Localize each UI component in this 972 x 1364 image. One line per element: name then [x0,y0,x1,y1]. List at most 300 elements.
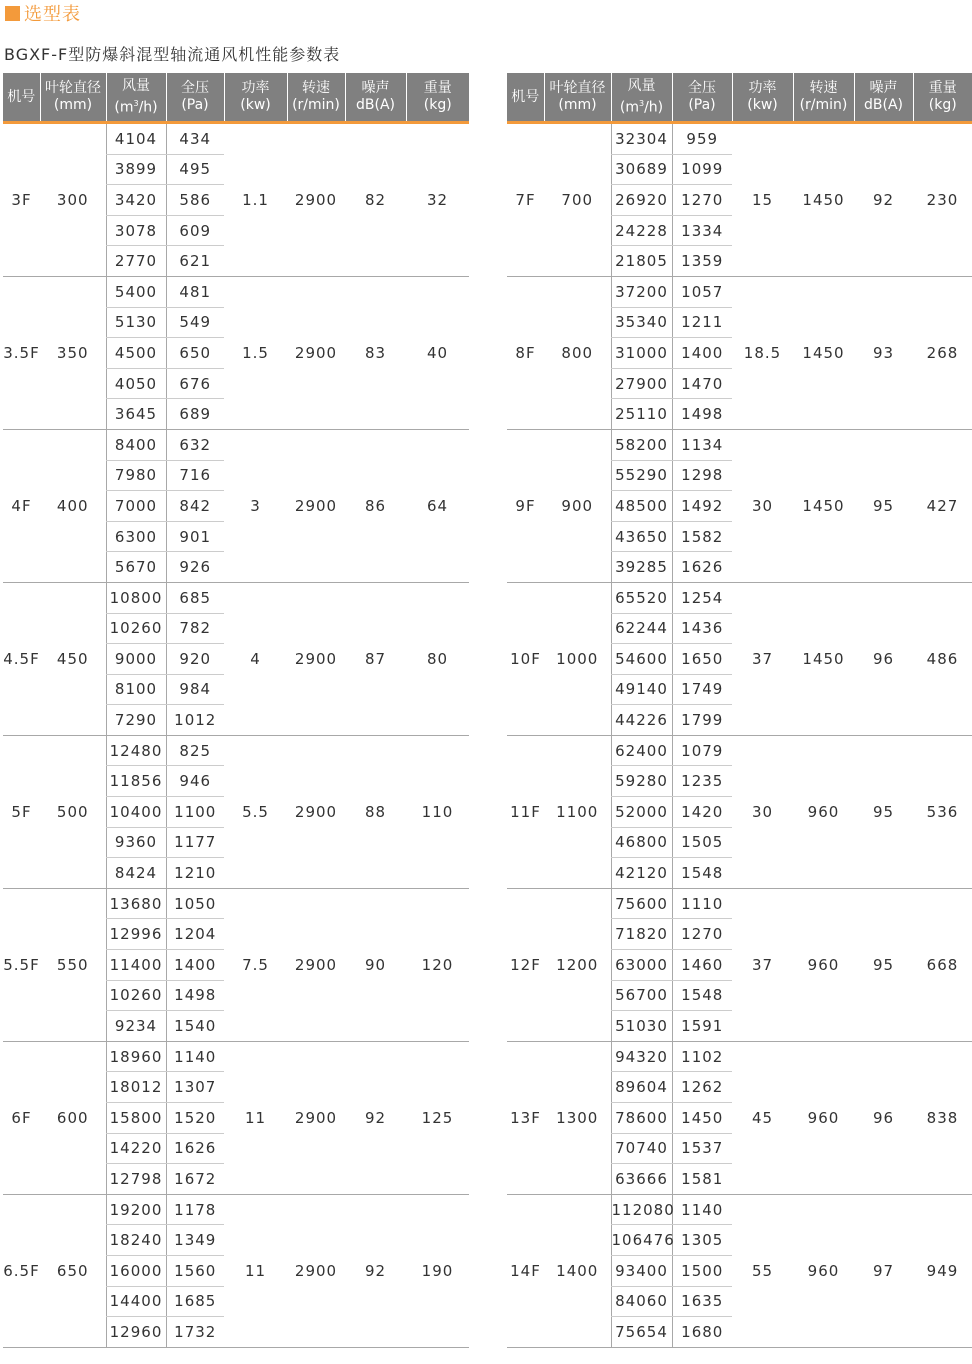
airflow-cell: 16000 [106,1255,166,1286]
airflow-cell: 15800 [106,1103,166,1134]
column-header-unit: (Pa) [688,97,716,113]
column-header-name: 风量 [627,77,656,94]
speed-cell: 1450 [793,429,854,582]
noise-cell: 86 [345,429,406,582]
pressure-cell: 481 [166,276,224,307]
column-header [854,73,913,123]
column-header [507,73,544,123]
column-header-unit: dB(A) [864,97,903,113]
diameter-cell: 550 [40,888,106,1041]
pressure-cell: 1298 [672,460,732,491]
column-header [611,73,672,123]
pressure-cell: 1548 [672,858,732,889]
airflow-cell: 13680 [106,888,166,919]
weight-cell: 40 [406,276,469,429]
model-cell: 4.5F [3,582,40,735]
column-header-unit: (r/min) [292,97,340,113]
pressure-cell: 1548 [672,980,732,1011]
airflow-cell: 18240 [106,1225,166,1256]
weight-cell: 120 [406,888,469,1041]
pressure-cell: 1520 [166,1103,224,1134]
airflow-cell: 12798 [106,1164,166,1195]
column-header-name: 叶轮直径 [549,80,606,96]
speed-cell: 960 [793,735,854,888]
airflow-cell: 39285 [611,552,672,583]
pressure-cell: 1178 [166,1194,224,1225]
speed-cell: 960 [793,1041,854,1194]
column-header-name: 全压 [181,80,209,96]
model-cell: 6.5F [3,1194,40,1347]
airflow-cell: 59280 [611,766,672,797]
pressure-cell: 1050 [166,888,224,919]
pressure-cell: 1799 [672,705,732,736]
airflow-cell: 4050 [106,368,166,399]
pressure-cell: 842 [166,491,224,522]
speed-cell: 2900 [287,429,345,582]
pressure-cell: 920 [166,644,224,675]
power-cell: 18.5 [732,276,793,429]
airflow-cell: 78600 [611,1103,672,1134]
column-header-name: 功率 [241,80,270,96]
pressure-cell: 549 [166,307,224,338]
column-header-unit: $(m^3/h)$ [619,98,664,116]
diameter-cell: 700 [544,123,611,277]
noise-cell: 96 [854,1041,913,1194]
pressure-cell: 689 [166,399,224,430]
airflow-cell: 65520 [611,582,672,613]
noise-cell: 92 [854,123,913,277]
column-header [3,73,40,123]
airflow-cell: 62400 [611,735,672,766]
airflow-cell: 11400 [106,950,166,981]
pressure-cell: 1270 [672,919,732,950]
diameter-cell: 1300 [544,1041,611,1194]
airflow-cell: 9234 [106,1011,166,1042]
column-header-name: 噪声 [361,80,390,96]
noise-cell: 92 [345,1194,406,1347]
airflow-cell: 35340 [611,307,672,338]
speed-cell: 2900 [287,1194,345,1347]
diameter-cell: 350 [40,276,106,429]
pressure-cell: 1305 [672,1225,732,1256]
airflow-cell: 27900 [611,368,672,399]
column-header [672,73,732,123]
column-header [406,73,469,123]
pressure-cell: 1732 [166,1317,224,1348]
power-cell: 1.1 [224,123,287,277]
noise-cell: 90 [345,888,406,1041]
speed-cell: 2900 [287,582,345,735]
pressure-cell: 1307 [166,1072,224,1103]
airflow-cell: 6300 [106,521,166,552]
pressure-cell: 1262 [672,1072,732,1103]
airflow-cell: 12480 [106,735,166,766]
airflow-cell: 3420 [106,185,166,216]
pressure-cell: 650 [166,338,224,369]
table-row [507,276,972,307]
column-header-unit: (kw) [240,97,271,113]
pressure-cell: 1359 [672,246,732,277]
diameter-cell: 500 [40,735,106,888]
pressure-cell: 1210 [166,858,224,889]
table-row [507,888,972,919]
column-header-unit: dB(A) [356,97,395,113]
airflow-cell: 32304 [611,123,672,155]
column-header-unit: $(m^3/h)$ [114,98,158,116]
airflow-cell: 3078 [106,215,166,246]
header-row [507,73,972,123]
table-row [3,735,469,766]
pressure-cell: 1110 [672,888,732,919]
airflow-cell: 62244 [611,613,672,644]
table-row [507,123,972,155]
pressure-cell: 434 [166,123,224,155]
airflow-cell: 5400 [106,276,166,307]
weight-cell: 486 [913,582,972,735]
column-header-name: 机号 [511,88,540,105]
power-cell: 30 [732,429,793,582]
table-row [507,1194,972,1225]
pressure-cell: 1177 [166,827,224,858]
model-cell: 3F [3,123,40,277]
airflow-cell: 58200 [611,429,672,460]
pressure-cell: 632 [166,429,224,460]
header-row [3,73,469,123]
pressure-cell: 1500 [672,1255,732,1286]
airflow-cell: 75654 [611,1317,672,1348]
airflow-cell: 93400 [611,1255,672,1286]
column-header-name: 机号 [7,88,36,105]
model-cell: 13F [507,1041,544,1194]
airflow-cell: 70740 [611,1133,672,1164]
speed-cell: 2900 [287,1041,345,1194]
airflow-cell: 63666 [611,1164,672,1195]
pressure-cell: 1591 [672,1011,732,1042]
airflow-cell: 25110 [611,399,672,430]
model-cell: 10F [507,582,544,735]
airflow-cell: 10400 [106,797,166,828]
section-title-text: 选型表 [24,4,81,25]
pressure-cell: 926 [166,552,224,583]
pressure-cell: 782 [166,613,224,644]
airflow-cell: 5130 [106,307,166,338]
column-header-unit: (r/min) [799,97,848,113]
pressure-cell: 959 [672,123,732,155]
airflow-cell: 14220 [106,1133,166,1164]
model-cell: 7F [507,123,544,277]
power-cell: 11 [224,1194,287,1347]
airflow-cell: 55290 [611,460,672,491]
weight-cell: 110 [406,735,469,888]
model-cell: 9F [507,429,544,582]
table-row [507,582,972,613]
speed-cell: 2900 [287,123,345,277]
column-header-name: 全压 [688,80,716,96]
column-header [40,73,106,123]
pressure-cell: 901 [166,521,224,552]
table-row [3,888,469,919]
airflow-cell: 43650 [611,521,672,552]
pressure-cell: 946 [166,766,224,797]
diameter-cell: 1100 [544,735,611,888]
airflow-cell: 8100 [106,674,166,705]
pressure-cell: 984 [166,674,224,705]
column-header [913,73,972,123]
square-bullet-icon [5,6,20,21]
power-cell: 11 [224,1041,287,1194]
pressure-cell: 1270 [672,185,732,216]
airflow-cell: 2770 [106,246,166,277]
airflow-cell: 31000 [611,338,672,369]
pressure-cell: 1540 [166,1011,224,1042]
airflow-cell: 12996 [106,919,166,950]
pressure-cell: 1057 [672,276,732,307]
column-header [224,73,287,123]
column-header [793,73,854,123]
table-row [3,429,469,460]
model-cell: 5F [3,735,40,888]
table-row [3,582,469,613]
noise-cell: 93 [854,276,913,429]
pressure-cell: 1680 [672,1317,732,1348]
airflow-cell: 8400 [106,429,166,460]
airflow-cell: 48500 [611,491,672,522]
airflow-cell: 8424 [106,858,166,889]
airflow-cell: 54600 [611,644,672,675]
power-cell: 15 [732,123,793,277]
column-header-name: 转速 [302,80,330,96]
spec-table-right [507,73,972,1348]
pressure-cell: 1626 [166,1133,224,1164]
weight-cell: 949 [913,1194,972,1347]
diameter-cell: 600 [40,1041,106,1194]
weight-cell: 668 [913,888,972,1041]
speed-cell: 2900 [287,276,345,429]
pressure-cell: 1349 [166,1225,224,1256]
model-cell: 8F [507,276,544,429]
column-header-name: 重量 [423,80,452,96]
pressure-cell: 1140 [672,1194,732,1225]
airflow-cell: 18012 [106,1072,166,1103]
column-header-name: 风量 [122,77,150,94]
power-cell: 5.5 [224,735,287,888]
noise-cell: 95 [854,735,913,888]
power-cell: 30 [732,735,793,888]
airflow-cell: 46800 [611,827,672,858]
airflow-cell: 26920 [611,185,672,216]
diameter-cell: 400 [40,429,106,582]
airflow-cell: 14400 [106,1286,166,1317]
column-header [345,73,406,123]
pressure-cell: 1492 [672,491,732,522]
weight-cell: 536 [913,735,972,888]
weight-cell: 427 [913,429,972,582]
airflow-cell: 4500 [106,338,166,369]
airflow-cell: 10260 [106,613,166,644]
pressure-cell: 495 [166,154,224,185]
airflow-cell: 19200 [106,1194,166,1225]
noise-cell: 82 [345,123,406,277]
pressure-cell: 1505 [672,827,732,858]
noise-cell: 88 [345,735,406,888]
pressure-cell: 1498 [166,980,224,1011]
diameter-cell: 900 [544,429,611,582]
speed-cell: 1450 [793,123,854,277]
pressure-cell: 1626 [672,552,732,583]
pressure-cell: 1582 [672,521,732,552]
airflow-cell: 5670 [106,552,166,583]
table-row [507,1041,972,1072]
pressure-cell: 1450 [672,1103,732,1134]
model-cell: 4F [3,429,40,582]
pressure-cell: 676 [166,368,224,399]
speed-cell: 1450 [793,582,854,735]
diameter-cell: 300 [40,123,106,277]
weight-cell: 838 [913,1041,972,1194]
pressure-cell: 1099 [672,154,732,185]
speed-cell: 2900 [287,735,345,888]
airflow-cell: 7290 [106,705,166,736]
column-header-unit: (Pa) [181,97,209,113]
pressure-cell: 1635 [672,1286,732,1317]
pressure-cell: 1685 [166,1286,224,1317]
pressure-cell: 1672 [166,1164,224,1195]
weight-cell: 190 [406,1194,469,1347]
column-header-unit: (kg) [423,97,452,113]
column-header-unit: (mm) [558,97,597,113]
model-cell: 14F [507,1194,544,1347]
airflow-cell: 106476 [611,1225,672,1256]
airflow-cell: 44226 [611,705,672,736]
airflow-cell: 52000 [611,797,672,828]
column-header-unit: (kw) [747,97,778,113]
pressure-cell: 609 [166,215,224,246]
model-cell: 12F [507,888,544,1041]
pressure-cell: 1460 [672,950,732,981]
noise-cell: 87 [345,582,406,735]
airflow-cell: 10260 [106,980,166,1011]
column-header [287,73,345,123]
pressure-cell: 1400 [166,950,224,981]
column-header-name: 噪声 [869,80,898,96]
airflow-cell: 9000 [106,644,166,675]
airflow-cell: 49140 [611,674,672,705]
pressure-cell: 1334 [672,215,732,246]
airflow-cell: 42120 [611,858,672,889]
noise-cell: 96 [854,582,913,735]
section-title [5,1,81,25]
diameter-cell: 1200 [544,888,611,1041]
pressure-cell: 1537 [672,1133,732,1164]
pressure-cell: 1254 [672,582,732,613]
column-header-name: 叶轮直径 [45,80,101,96]
airflow-cell: 75600 [611,888,672,919]
column-header [106,73,166,123]
diameter-cell: 1000 [544,582,611,735]
pressure-cell: 1420 [672,797,732,828]
pressure-cell: 1560 [166,1255,224,1286]
airflow-cell: 3899 [106,154,166,185]
power-cell: 7.5 [224,888,287,1041]
airflow-cell: 4104 [106,123,166,155]
diameter-cell: 800 [544,276,611,429]
spec-table-left [3,73,469,1348]
pressure-cell: 1102 [672,1041,732,1072]
table-row [507,735,972,766]
column-header-name: 转速 [809,80,838,96]
speed-cell: 960 [793,888,854,1041]
diameter-cell: 450 [40,582,106,735]
airflow-cell: 30689 [611,154,672,185]
column-header-name: 功率 [748,80,777,96]
pressure-cell: 1498 [672,399,732,430]
pressure-cell: 586 [166,185,224,216]
airflow-cell: 9360 [106,827,166,858]
weight-cell: 32 [406,123,469,277]
power-cell: 1.5 [224,276,287,429]
weight-cell: 80 [406,582,469,735]
airflow-cell: 3645 [106,399,166,430]
noise-cell: 95 [854,888,913,1041]
pressure-cell: 1134 [672,429,732,460]
speed-cell: 960 [793,1194,854,1347]
pressure-cell: 1140 [166,1041,224,1072]
table-row [3,276,469,307]
column-header [732,73,793,123]
speed-cell: 1450 [793,276,854,429]
noise-cell: 95 [854,429,913,582]
power-cell: 45 [732,1041,793,1194]
diameter-cell: 1400 [544,1194,611,1347]
pressure-cell: 1436 [672,613,732,644]
pressure-cell: 1650 [672,644,732,675]
airflow-cell: 63000 [611,950,672,981]
airflow-cell: 7000 [106,491,166,522]
power-cell: 37 [732,582,793,735]
power-cell: 55 [732,1194,793,1347]
pressure-cell: 621 [166,246,224,277]
column-header-name: 重量 [928,80,957,96]
airflow-cell: 71820 [611,919,672,950]
table-row [3,123,469,155]
power-cell: 37 [732,888,793,1041]
pressure-cell: 1079 [672,735,732,766]
pressure-cell: 685 [166,582,224,613]
model-cell: 3.5F [3,276,40,429]
airflow-cell: 12960 [106,1317,166,1348]
airflow-cell: 24228 [611,215,672,246]
table-title: BGXF-F型防爆斜混型轴流通风机性能参数表 [4,45,341,64]
model-cell: 11F [507,735,544,888]
airflow-cell: 89604 [611,1072,672,1103]
weight-cell: 125 [406,1041,469,1194]
pressure-cell: 1100 [166,797,224,828]
weight-cell: 268 [913,276,972,429]
pressure-cell: 1204 [166,919,224,950]
model-cell: 5.5F [3,888,40,1041]
airflow-cell: 21805 [611,246,672,277]
pressure-cell: 716 [166,460,224,491]
weight-cell: 230 [913,123,972,277]
airflow-cell: 56700 [611,980,672,1011]
noise-cell: 83 [345,276,406,429]
column-header [544,73,611,123]
airflow-cell: 94320 [611,1041,672,1072]
airflow-cell: 7980 [106,460,166,491]
weight-cell: 64 [406,429,469,582]
diameter-cell: 650 [40,1194,106,1347]
airflow-cell: 18960 [106,1041,166,1072]
